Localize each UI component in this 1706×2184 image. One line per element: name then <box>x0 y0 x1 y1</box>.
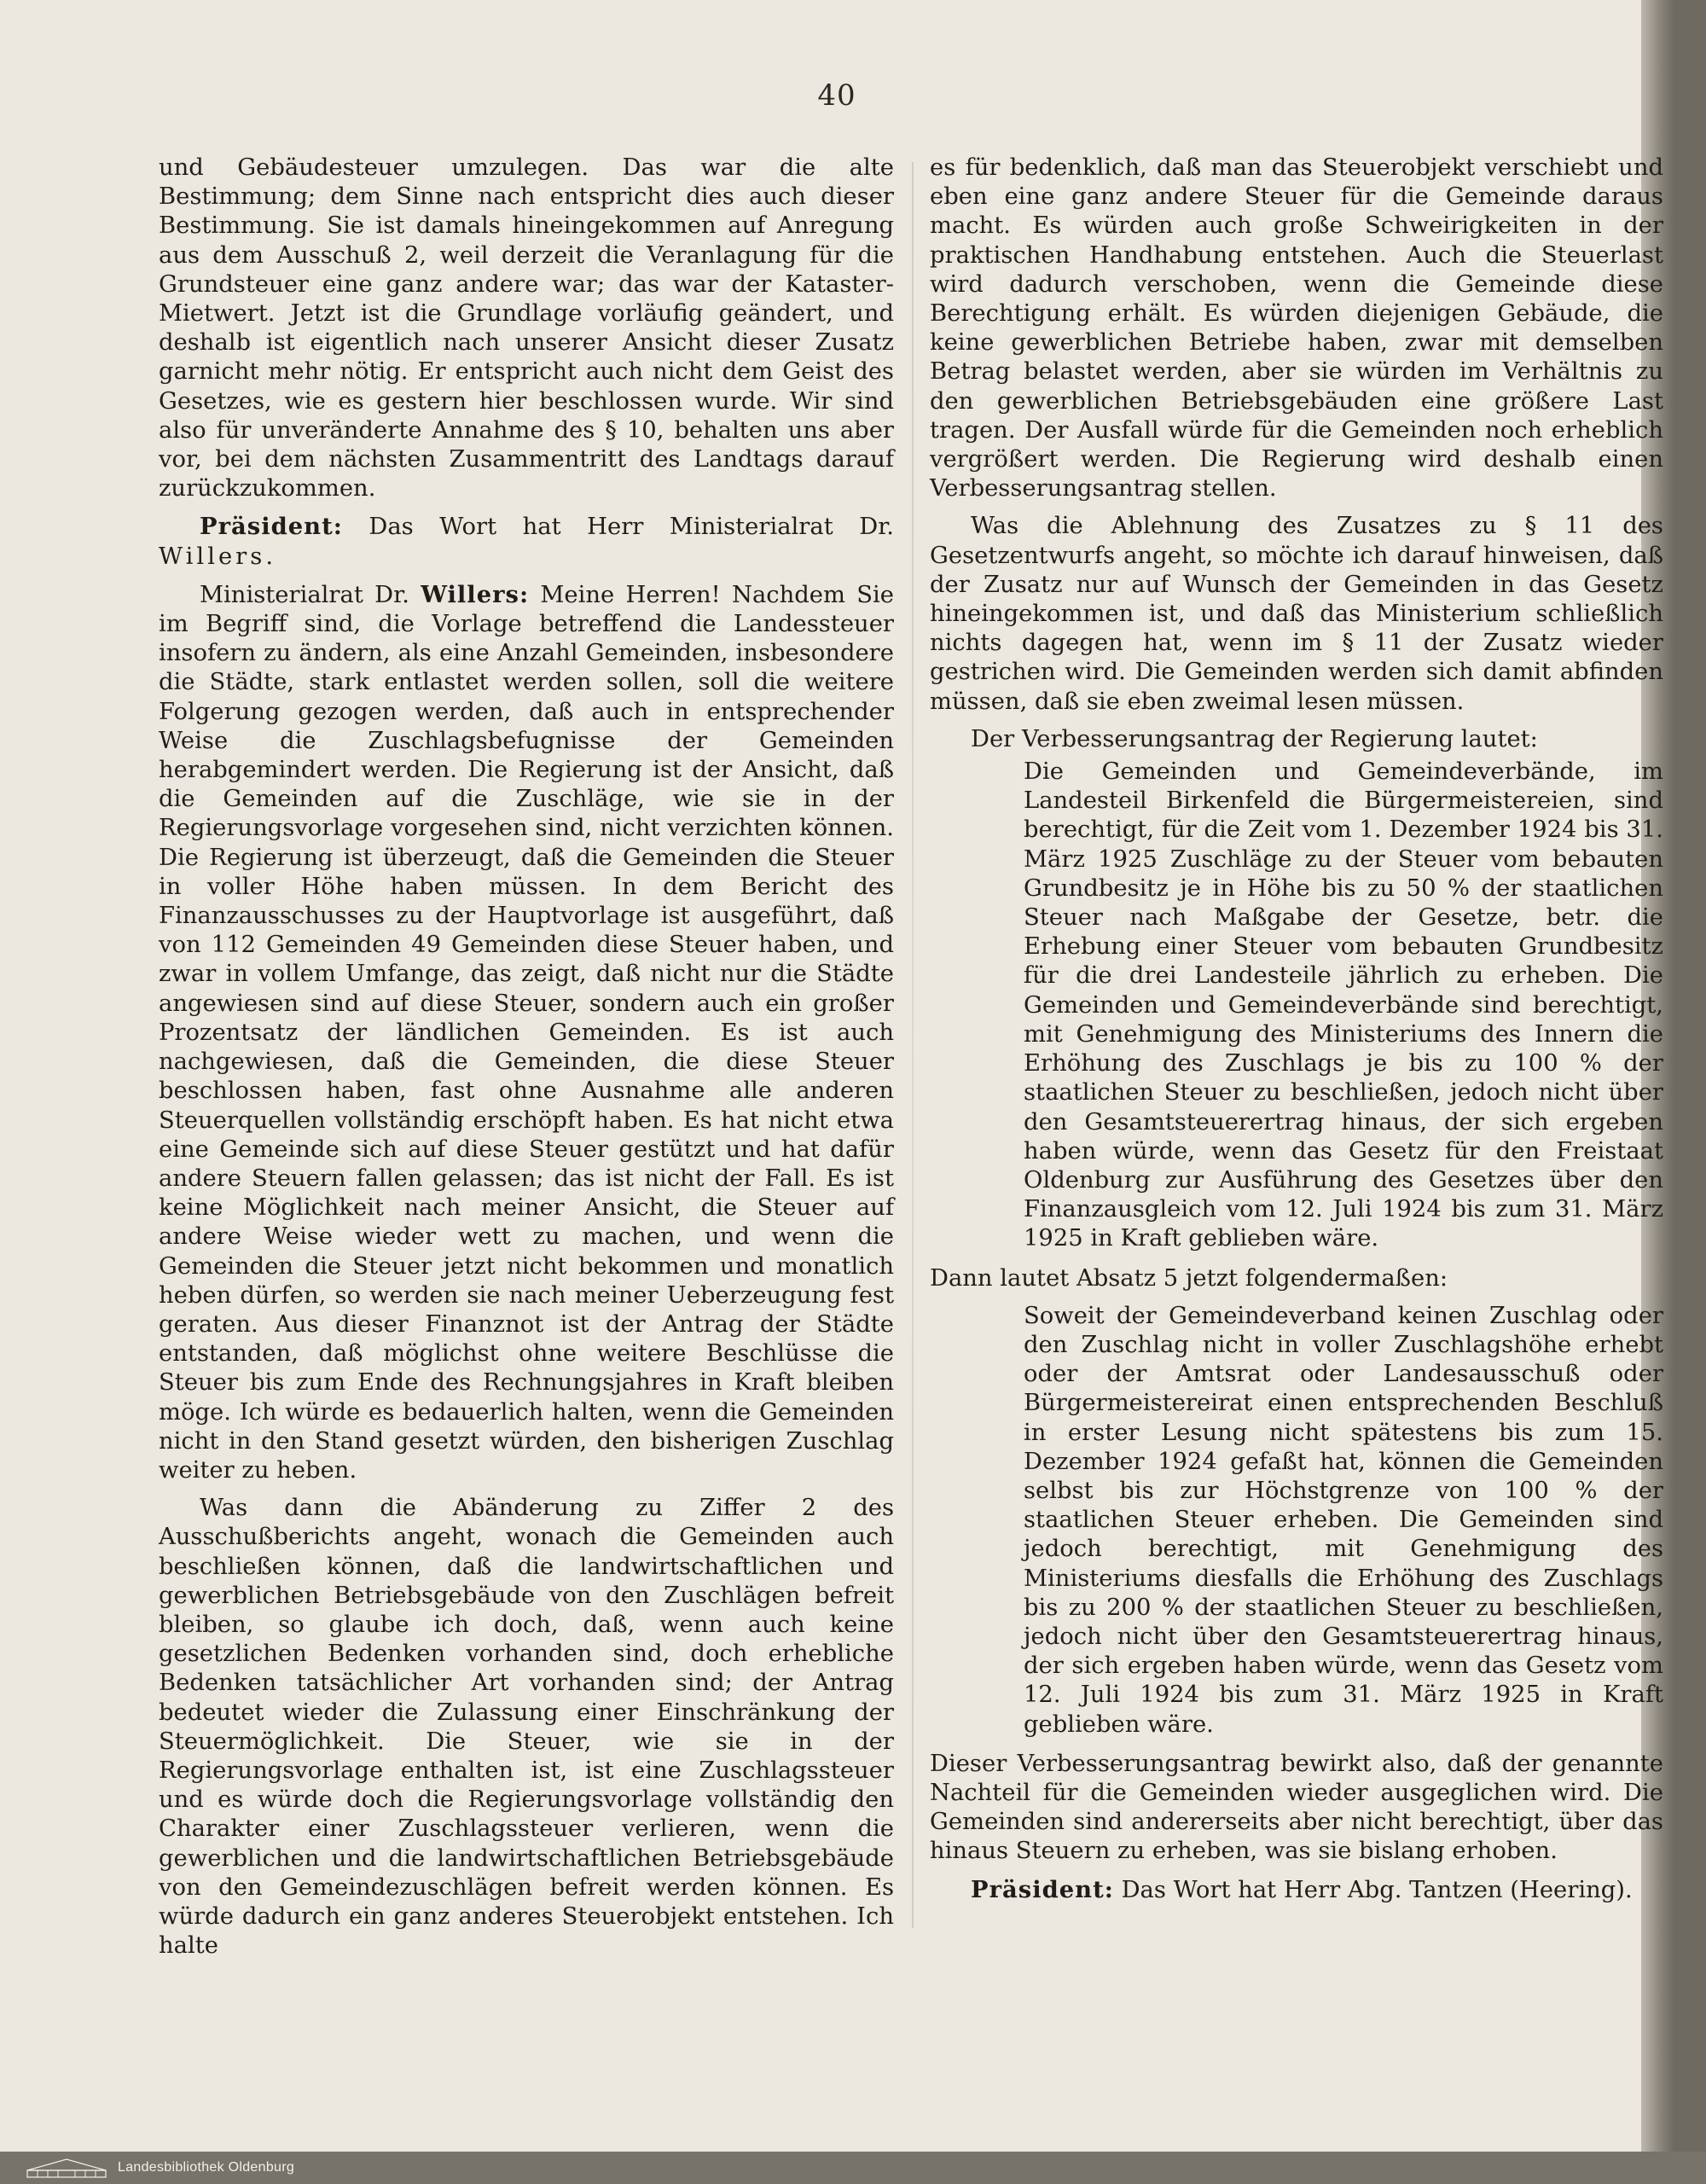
page-number: 40 <box>817 78 856 113</box>
amendment-quote: Die Gemeinden und Gemeindeverbände, im Landesteil Birkenfeld die Bürgermeistereien, sind berechtigt, für die Zeit vom 1. Dezember 1924 bis 31. März 1925 Zuschläge zu der Steuer vom bebauten Grundbesitz je in Höhe bis zu 50 % der staatlichen Steuer nach Maßgabe der Gesetze, betr. die Erhebung einer Steuer vom bebauten Grundbesitz für die drei Landesteile jährlich zu erheben. Die Gemeinden und Gemeindeverbände sind berechtigt, mit Genehmigung des Ministeriums des Innern die Erhöhung des Zuschlags je bis zu 100 % der staatlichen Steuer zu beschließen, jedoch nicht über den Gesamtsteuerertrag hinaus, der sich ergeben haben würde, wenn das Gesetz für den Freistaat Oldenburg zur Ausführung des Gesetzes über den Finanzausgleich vom 12. Juli 1924 bis zum 31. März 1925 in Kraft geblieben wäre. <box>1024 758 1663 1252</box>
paragraph: Was die Ablehnung des Zusatzes zu § 11 des Gesetzentwurfs angeht, so möchte ich darauf hinweisen, daß der Zusatz nur auf Wunsch der Gemeinden in das Gesetz hineingekommen ist, und daß das Ministerium schließlich nichts dagegen hat, wenn im § 11 der Zusatz wieder gestrichen wird. Die Gemeinden werden sich damit abfinden müssen, daß sie eben zweimal lesen müssen. <box>930 513 1663 715</box>
left-column <box>159 154 894 1969</box>
library-footer <box>0 2152 1706 2184</box>
speaker-label: Präsident: <box>971 1875 1114 1903</box>
library-building-icon <box>26 2156 107 2180</box>
paragraph-text: Das Wort hat Herr Abg. Tantzen (Heering). <box>1113 1876 1633 1903</box>
paragraph-text: . <box>265 543 274 570</box>
paragraph: und Gebäudesteuer umzulegen. Das war die alte Bestimmung; dem Sinne nach entspricht dies auch dieser Bestimmung. Sie ist damals hineingekommen auf Anregung aus dem Ausschuß 2, weil derzeit die Veranlagung für die Grundsteuer eine ganz andere war; das war der Kataster-Mietwert. Jetzt ist die Grundlage vorläufig geändert, und deshalb ist eigentlich nach unserer Ansicht dieser Zusatz garnicht mehr nötig. Er entspricht auch nicht dem Geist des Gesetzes, wie es gestern hier beschlossen wurde. Wir sind also für unveränderte Annahme des § 10, behalten uns aber vor, bei dem nächsten Zusammentritt des Landtags darauf zurückzukommen. <box>159 154 894 502</box>
paragraph-text: Das Wort hat Herr Ministerialrat Dr. <box>342 514 894 541</box>
paragraph: Dieser Verbesserungsantrag bewirkt also, daß der genannte Nachteil für die Gemeinden wieder ausgeglichen wird. Die Gemeinden sind andererseits aber nicht berechtigt, über das hinaus Steuern zu erheben, was sie bislang erhoben. <box>930 1750 1663 1865</box>
amendment-intro: Der Verbesserungsantrag der Regierung lautet: <box>971 725 1538 752</box>
paragraph-president <box>930 1875 1663 1905</box>
speaker-title: Ministerialrat Dr. <box>200 581 421 608</box>
paragraph: es für bedenklich, daß man das Steuerobjekt verschiebt und eben eine ganz andere Steuer für die Gemeinde daraus macht. Es würden auch große Schweirigkeiten in der praktischen Handhabung entstehen. Auch die Steuerlast wird dadurch verschoben, wenn die Gemeinde diese Berechtigung erhält. Es würden diejenigen Gebäude, die keine gewerblichen Betriebe haben, zwar mit demselben Betrag belastet werden, aber sie würden im Verhältnis zu den gewerblichen Betriebsgebäuden eine größere Last tragen. Der Ausfall würde für die Gemeinden noch erheblich vergrößert werden. Die Regierung wird deshalb einen Verbesserungsantrag stellen. <box>930 154 1663 502</box>
amendment-intro: Dann lautet Absatz 5 jetzt folgendermaßen: <box>930 1264 1448 1292</box>
speaker-label: Präsident: <box>200 513 343 541</box>
speaker-name: Willers <box>159 543 266 570</box>
paragraph: Was dann die Abänderung zu Ziffer 2 des Ausschußberichts angeht, wonach die Gemeinden auch beschließen können, daß die landwirtschaftlichen und gewerblichen Betriebsgebäude von den Zuschlägen befreit bleiben, so glaube ich doch, daß, wenn auch keine gesetzlichen Bedenken vorhanden sind, doch erhebliche Bedenken tatsächlicher Art vorhanden sind; der Antrag bedeutet wieder die Zulassung einer Einschränkung der Steuermöglichkeit. Die Steuer, wie sie in der Regierungsvorlage enthalten ist, ist eine Zuschlagssteuer und es würde doch die Regierungsvorlage vollständig den Charakter einer Zuschlagssteuer verlieren, wenn die gewerblichen und die landwirtschaftlichen Betriebsgebäude von den Gemeindezuschlägen befreit werden können. Es würde dadurch ein ganz anderes Steuerobjekt entstehen. Ich halte <box>159 1495 894 1960</box>
paragraph-text: Meine Herren! Nachdem Sie im Begriff sind, die Vorlage betreffend die Landessteuer insofern zu ändern, als eine Anzahl Gemeinden, insbesondere die Städte, stark entlastet werden sollen, soll die weitere Folgerung gezogen werden, daß auch in entsprechender Weise die Zuschlagsbefugnisse der Gemeinden herabgemindert werden. Die Regierung ist der Ansicht, daß die Gemeinden auf die Zuschläge, wie sie in der Regierungsvorlage vorgesehen sind, nicht verzichten können. Die Regierung ist überzeugt, daß die Gemeinden die Steuer in voller Höhe haben müssen. In dem Bericht des Finanzausschusses zu der Hauptvorlage ist ausgeführt, daß von 112 Gemeinden 49 Gemeinden diese Steuer haben, und zwar in vollem Umfange, das zeigt, daß nicht nur die Städte angewiesen sind auf diese Steuer, sondern auch ein großer Prozentsatz der ländlichen Gemeinden. Es ist auch nachgewiesen, daß die Gemeinden, die diese Steuer beschlossen haben, fast ohne Ausnahme alle anderen Steuerquellen vollständig erschöpft haben. Es hat nicht etwa eine Gemeinde sich auf diese Steuer gestützt und hat dafür andere Steuern fallen gelassen; das ist nicht der Fall. Es ist keine Möglichkeit nach meiner Ansicht, die Steuer auf andere Weise wieder wett zu machen, und wenn die Gemeinden die Steuer jetzt nicht bekommen und monatlich heben dürfen, so werden sie nach meiner Ueberzeugung fest geraten. Aus dieser Finanznot ist der Antrag der Städte entstanden, daß möglichst ohne weitere Beschlüsse die Steuer bis zum Ende des Rechnungsjahres in Kraft bleiben möge. Ich würde es bedauerlich halten, wenn die Gemeinden nicht in den Stand gesetzt würden, den bisherigen Zuschlag weiter zu heben. <box>159 581 894 1484</box>
paragraph-willers <box>159 580 894 1485</box>
library-name: Landesbibliothek Oldenburg <box>118 2160 295 2175</box>
paragraph-president <box>159 512 894 571</box>
speaker-label: Willers: <box>421 580 530 608</box>
column-divider <box>912 162 914 1928</box>
right-column <box>930 154 1663 1914</box>
amendment-quote: Soweit der Gemeindeverband keinen Zuschlag oder den Zuschlag nicht in voller Zuschlagshöhe erhebt oder der Amtsrat oder Landesausschuß oder Bürgermeistereirat einen entsprechenden Beschluß in erster Lesung nicht spätestens bis zum 15. Dezember 1924 gefaßt hat, können die Gemeinden selbst bis zur Höchstgrenze von 100 % der staatlichen Steuer erheben. Die Gemeinden sind jedoch berechtigt, mit Genehmigung des Ministeriums diesfalls die Erhöhung des Zuschlags bis zu 200 % der staatlichen Steuer zu beschließen, jedoch nicht über den Gesamtsteuerertrag hinaus, der sich ergeben haben würde, wenn das Gesetz vom 12. Juli 1924 bis zum 31. März 1925 in Kraft geblieben wäre. <box>1024 1302 1663 1738</box>
